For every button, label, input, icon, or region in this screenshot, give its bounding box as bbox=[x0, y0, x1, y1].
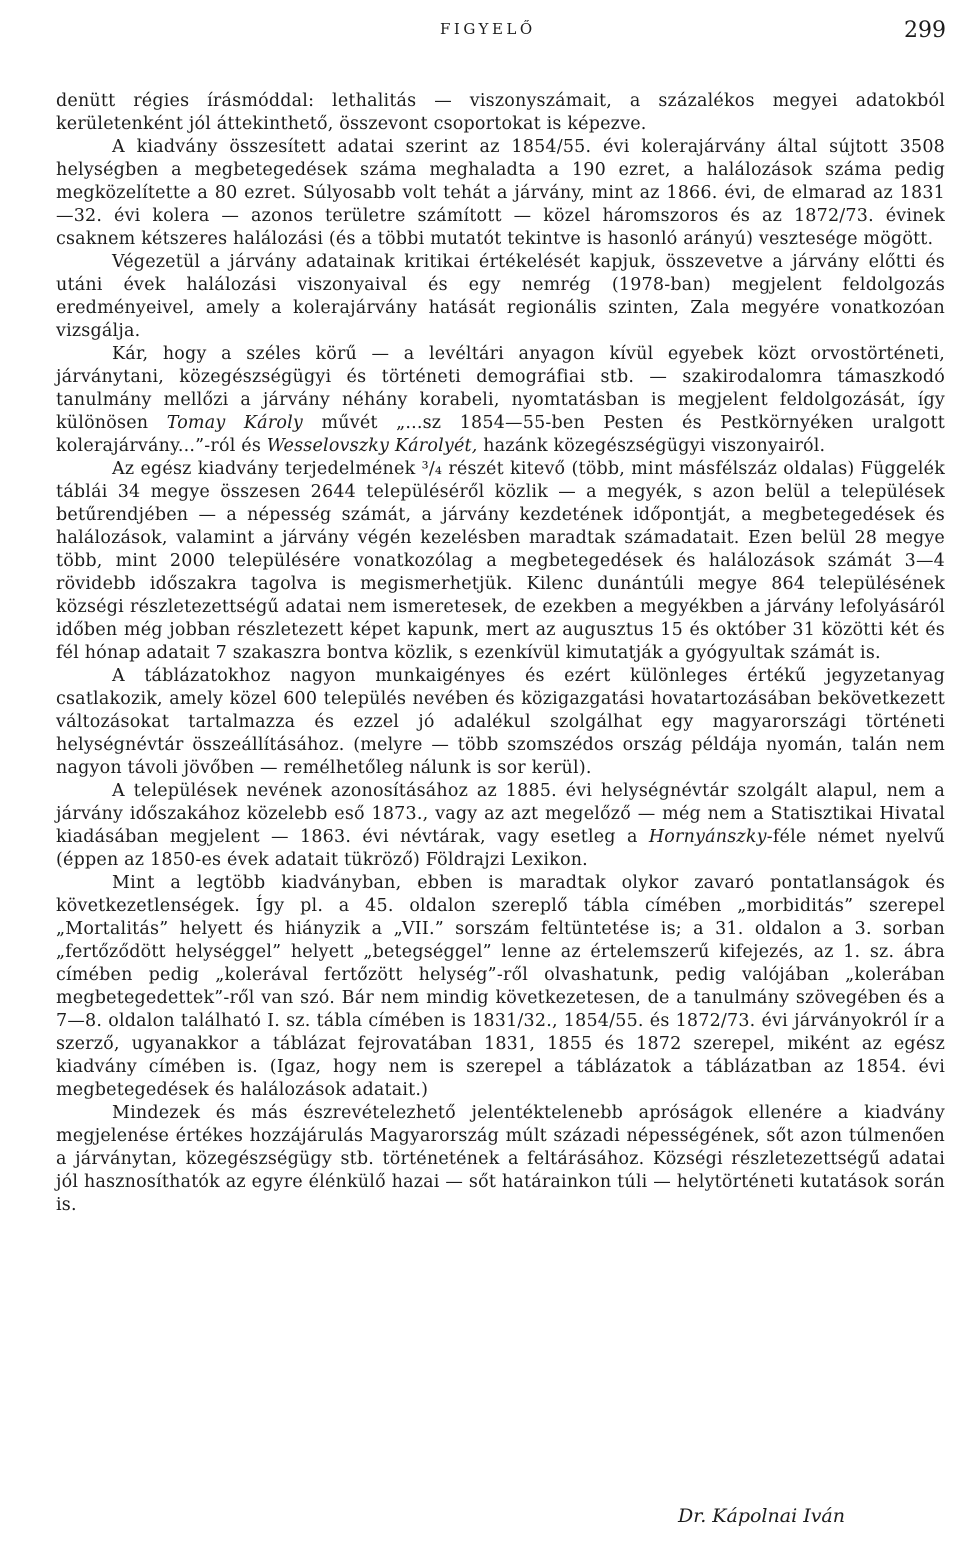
author-signature: Dr. Kápolnai Iván bbox=[678, 1505, 845, 1527]
paragraph bbox=[56, 780, 945, 872]
paragraph-text: -féle német nyelvű (éppen az 1850-es évek adatait tükröző) Földrajzi Lexikon. bbox=[56, 827, 945, 870]
paragraph bbox=[56, 136, 945, 251]
paragraph-text: A kiadvány összesített adatai szerint az 1854/55. évi kolerajárvány által sújtott 3508 helységben a megbetegedések száma meghaladta a 190 ezret, a halálozások száma pedig megközelítette a 80 ezret. Súlyosabb volt tehát a járvány, mint az 1866. évi, de elmarad az 1831—32. évi kolera — azonos területre számított — közel háromszoros és az 1872/73. évinek csaknem kétszeres halálozási (és a többi mutatót tekintve is hasonló arányú) vesztesége mögött. bbox=[56, 137, 945, 249]
paragraph-text: hazánk közegészségügyi viszonyairól. bbox=[477, 436, 826, 456]
article-body bbox=[56, 90, 945, 1217]
paragraph bbox=[56, 458, 945, 665]
paragraph-text: Mindezek és más észrevételezhető jelentéktelenebb apróságok ellenére a kiadvány megjelenése értékes hozzájárulás Magyarország múlt századi népességének, sőt azon túlmenően a járványtan, közegészségügy stb. történetének a feltárásához. Községi részletezettségű adatai jól hasznosíthatók az egyre élénkülő hazai — sőt határainkon túli — helytörténeti kutatások során is. bbox=[56, 1103, 945, 1215]
running-head bbox=[0, 18, 960, 48]
italic-name: Hornyánszky bbox=[648, 827, 767, 847]
paragraph-text: művét „...sz 1854—55-ben Pesten és Pestkörnyéken uralgott kolerajárvány...”-ról és bbox=[56, 413, 945, 456]
paragraph-text: Mint a legtöbb kiadványban, ebben is maradtak olykor zavaró pontatlanságok és következetlenségek. Így pl. a 45. oldalon szereplő tábla címében „morbiditás” szerepel „Mortalitás” helyett és hiányzik a „VII.” sorszám feltüntetése is; a 31. oldalon a 3. sorban „fertőződött helységgel” helyett „betegséggel” lenne az értelemszerű kifejezés, az 1. sz. ábra címében pedig „kolerával fertőzött helység”-ről olvashatunk, pedig valójában „kolerában megbetegedettek”-ről van szó. Bár nem mindig következetesen, de a tanulmány szövegében és a 7—8. oldalon található I. sz. tábla címében is 1831/32., 1854/55. és 1872/73. évi járványokról ír a szerző, ugyanakkor a táblázat fejrovatában 1831, 1855 és 1872 szerepel, miként az egész kiadvány címében is. (Igaz, hogy nem is szerepel a táblázatok a táblázatban az 1854. évi megbetegedések és halálozások adatait.) bbox=[56, 873, 945, 1100]
paragraph bbox=[56, 251, 945, 343]
paragraph-text: Végezetül a járvány adatainak kritikai értékelését kapjuk, összevetve a járvány előtti és utáni évek halálozási viszonyaival és egy nemrég (1978-ban) megjelent feldolgozás eredményeivel, amely a kolerajárvány hatását regionális szinten, Zala megyére vonatkozóan vizsgálja. bbox=[56, 252, 945, 341]
italic-name: Wesselovszky Károlyét, bbox=[266, 436, 478, 456]
paragraph bbox=[56, 343, 945, 458]
paragraph-text: A települések nevének azonosításához az 1885. évi helységnévtár szolgált alapul, nem a járvány időszakához közelebb eső 1873., vagy az azt megelőző — még nem a Statisztikai Hivatal kiadásában megjelent — 1863. évi névtárak, vagy esetleg a bbox=[56, 781, 945, 847]
paragraph bbox=[56, 90, 945, 136]
paragraph-text: A táblázatokhoz nagyon munkaigényes és ezért különleges értékű jegyzetanyag csatlakozik, amely közel 600 település nevében és közigazgatási hovatartozásában bekövetkezett változásokat tartalmazza és ezzel jó adalékul szolgálhat egy magyarországi történeti helységnévtár összeállításához. (melyre — több szomszédos ország példája nyomán, talán nem nagyon távoli jövőben — remélhetőleg nálunk is sor kerül). bbox=[56, 666, 945, 778]
journal-name: FIGYELŐ bbox=[440, 20, 536, 38]
paragraph-text: Az egész kiadvány terjedelmének ³/₄ részét kitevő (több, mint másfélszáz oldalas) Függelék táblái 34 megye összesen 2644 településéről közlik — a megyék, s azon belül a települések betűrendjében — a népesség számát, a járvány kezdetének időpontját, a megbetegedések és halálozások, valamint a járvány végén kezelésben maradtak számadatait. Ezen belül 28 megye több, mint 2000 településére vonatkozólag a megbetegedések és halálozások számát 3—4 rövidebb időszakra tagolva is megismerhetjük. Kilenc dunántúli megye 864 településének községi részletezettségű adatai nem ismeretesek, de ezekben a megyékben a járvány lefolyásáról időben még jobban részletezett képet kapunk, mert az augusztus 15 és október 31 közötti két és fél hónap adatait 7 szakaszra bontva közlik, s ezenkívül kimutatják a gyógyultak számát is. bbox=[56, 459, 945, 663]
italic-name: Tomay Károly bbox=[166, 413, 304, 433]
paragraph bbox=[56, 1102, 945, 1217]
page-number: 299 bbox=[904, 18, 946, 43]
paragraph-text: Kár, hogy a széles körű — a levéltári anyagon kívül egyebek közt orvostörténeti, járványtani, közegészségügyi és történeti demográfiai stb. — szakirodalomra támaszkodó tanulmány mellőzi a járvány néhány korabeli, nyomtatásban is megjelent feldolgozását, így különösen bbox=[56, 344, 945, 433]
paragraph bbox=[56, 665, 945, 780]
paragraph bbox=[56, 872, 945, 1102]
paragraph-text: denütt régies írásmóddal: lethalitás — viszonyszámait, a százalékos megyei adatokból kerületenként jól áttekinthető, összevont csoportokat is képezve. bbox=[56, 91, 945, 134]
